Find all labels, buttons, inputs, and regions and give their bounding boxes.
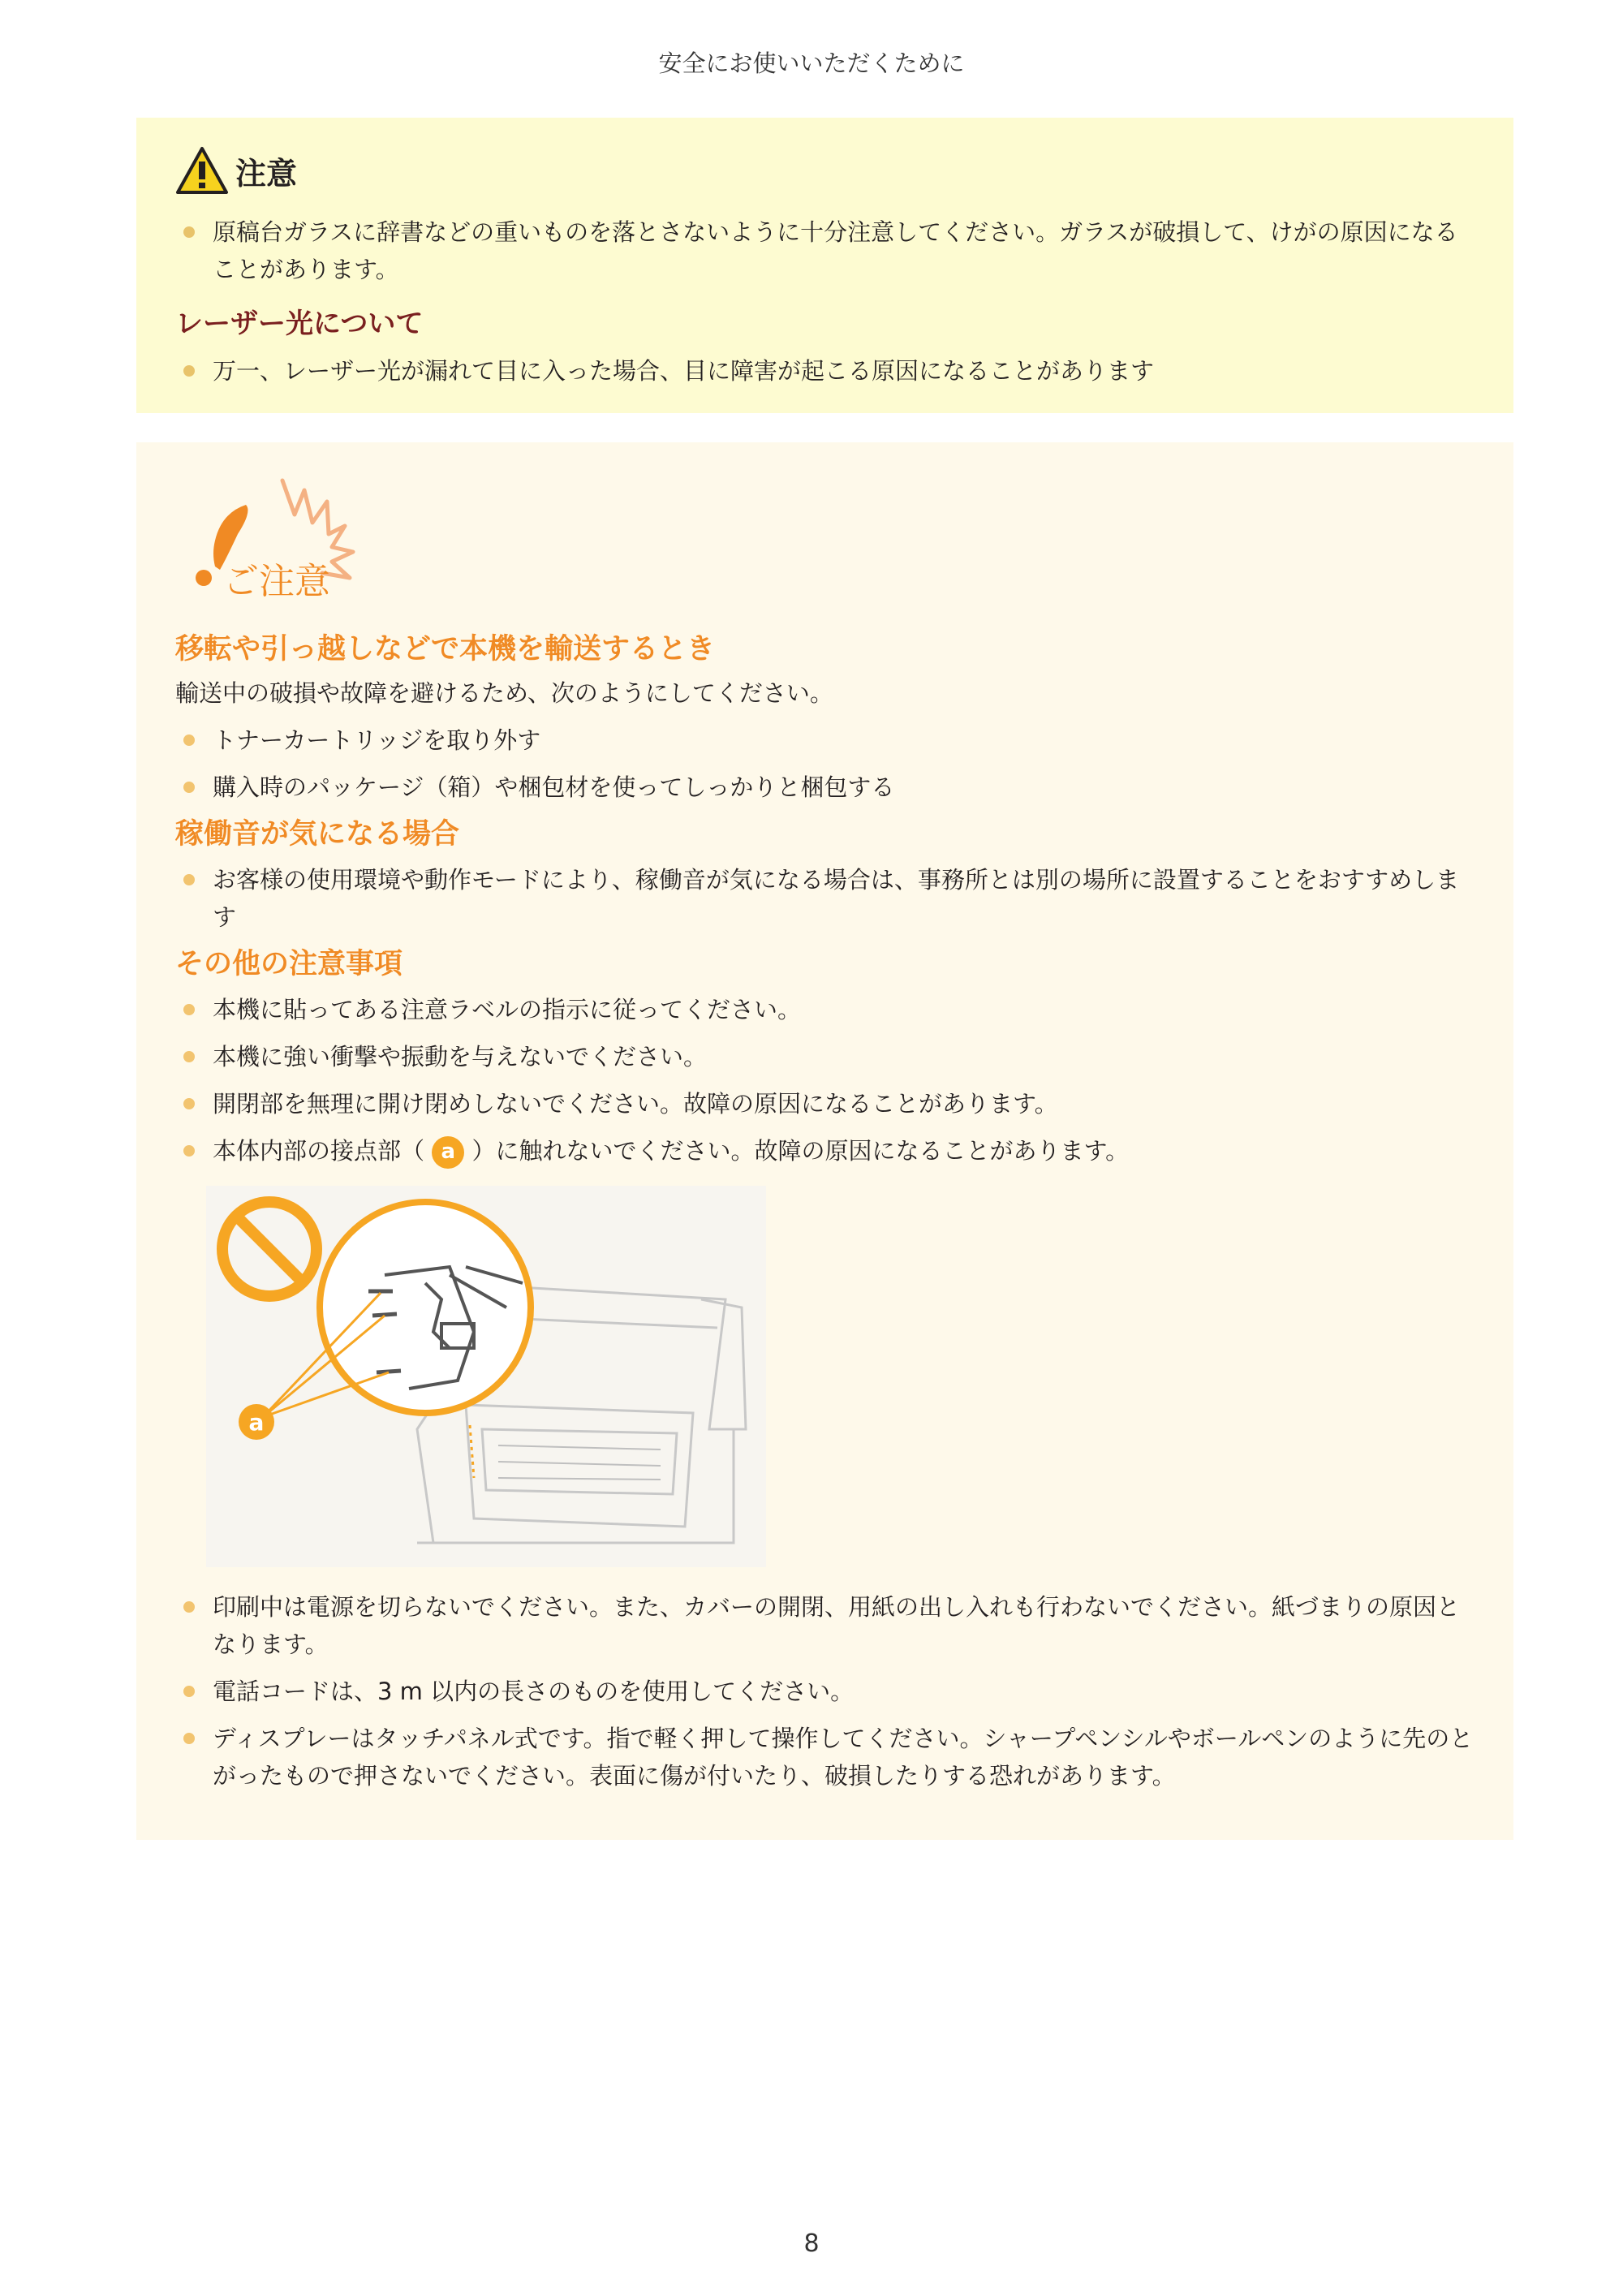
laser-list — [175, 352, 1474, 390]
list-item: 開閉部を無理に開け閉めしないでください。故障の原因になることがあります。 — [175, 1085, 1474, 1122]
list-item: ディスプレーはタッチパネル式です。指で軽く押して操作してください。シャープペンシルやボールペンのように先のとがったもので押さないでください。表面に傷が付いたり、破損したりする恐れがあります。 — [175, 1720, 1474, 1794]
contact-badge: a — [432, 1136, 464, 1169]
caution-title-text: 注意 — [235, 155, 298, 192]
notice-content — [175, 631, 1474, 1804]
moving-list — [175, 722, 1474, 806]
contact-suffix: ）に触れないでください。故障の原因になることがあります。 — [471, 1137, 1130, 1165]
contact-prefix: 本体内部の接点部（ — [213, 1137, 425, 1165]
moving-heading: 移転や引っ越しなどで本機を輸送するとき — [175, 633, 716, 666]
page-number: 8 — [803, 2229, 820, 2258]
list-item: 電話コードは、3 m 以内の長さのものを使用してください。 — [175, 1673, 1474, 1710]
list-item: トナーカートリッジを取り外す — [175, 722, 1474, 759]
page-header: 安全にお使いいただくために — [658, 50, 965, 77]
list-item: 購入時のパッケージ（箱）や梱包材を使ってしっかりと梱包する — [175, 769, 1474, 806]
contact-illustration — [206, 1186, 766, 1567]
figure-label: a — [248, 1409, 265, 1436]
list-item: 本機に貼ってある注意ラベルの指示に従ってください。 — [175, 991, 1474, 1028]
list-item: お客様の使用環境や動作モードにより、稼働音が気になる場合は、事務所とは別の場所に設置することをおすすめします — [175, 861, 1474, 936]
list-item: 印刷中は電源を切らないでください。また、カバーの開閉、用紙の出し入れも行わないでください。紙づまりの原因となります。 — [175, 1588, 1474, 1663]
other-list — [175, 991, 1474, 1170]
list-item: 原稿台ガラスに辞書などの重いものを落とさないように十分注意してください。ガラスが破損して、けがの原因になることがあります。 — [175, 213, 1474, 288]
caution-box — [136, 118, 1513, 413]
other-list-continued — [175, 1588, 1474, 1794]
notice-logo — [173, 463, 408, 601]
moving-intro: 輸送中の破損や故障を避けるため、次のようにしてください。 — [175, 679, 833, 707]
noise-heading: 稼働音が気になる場合 — [175, 818, 460, 851]
list-item-contact — [175, 1132, 1474, 1170]
caution-title — [175, 144, 1474, 197]
list-item: 本機に強い衝撃や振動を与えないでください。 — [175, 1038, 1474, 1075]
laser-heading: レーザー光について — [175, 308, 424, 340]
caution-list — [175, 213, 1474, 288]
other-heading: その他の注意事項 — [175, 948, 403, 980]
printer-interior-illustration — [206, 1186, 766, 1567]
list-item: 万一、レーザー光が漏れて目に入った場合、目に障害が起こる原因になることがあります — [175, 352, 1474, 390]
warning-triangle-icon — [175, 145, 229, 196]
noise-list — [175, 861, 1474, 936]
notice-title: ご注意 — [223, 561, 330, 602]
notice-box — [136, 442, 1513, 1840]
